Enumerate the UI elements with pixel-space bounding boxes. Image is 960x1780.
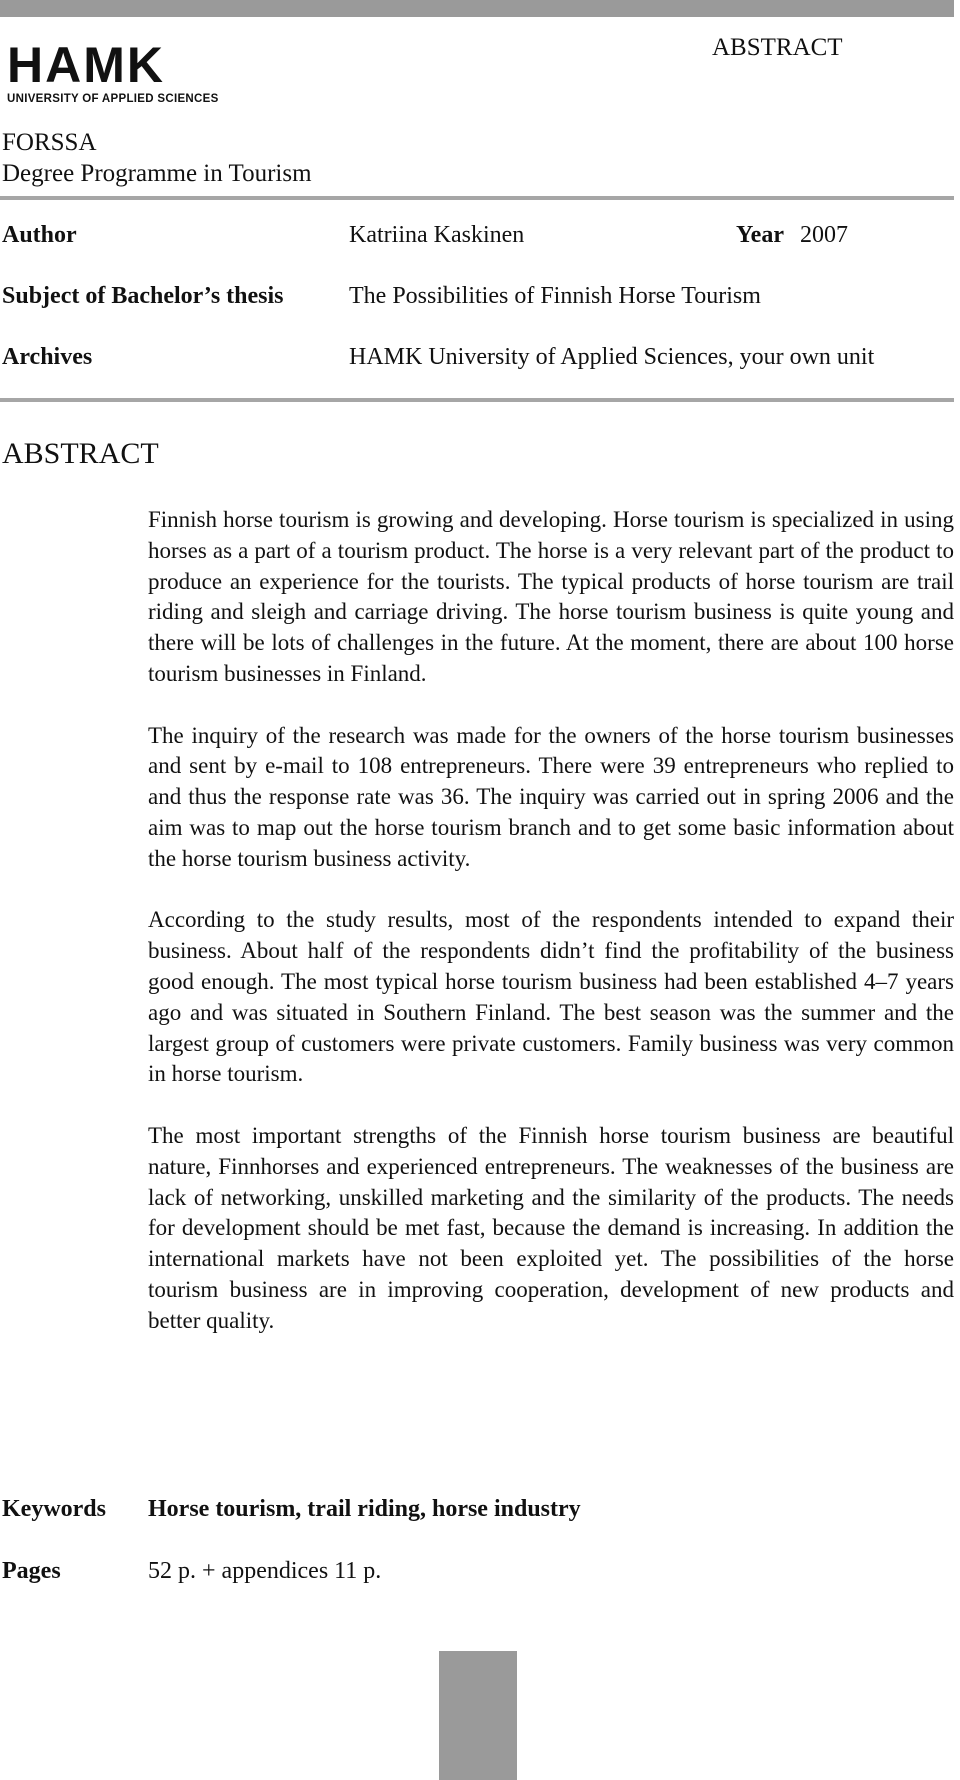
keywords-value: Horse tourism, trail riding, horse industry (148, 1496, 581, 1522)
degree-programme: Degree Programme in Tourism (2, 160, 312, 187)
unit-block (2, 127, 312, 189)
logo-subtitle: UNIVERSITY OF APPLIED SCIENCES (7, 93, 219, 105)
subject-label: Subject of Bachelor’s thesis (2, 283, 284, 309)
logo-wordmark: HAMK (7, 37, 165, 93)
keywords-label: Keywords (2, 1496, 106, 1522)
archives-value: HAMK University of Applied Sciences, your own unit (349, 344, 875, 370)
author-label: Author (2, 222, 77, 248)
year-label: Year (736, 222, 784, 248)
archives-label: Archives (2, 344, 93, 370)
abstract-heading: ABSTRACT (2, 437, 159, 470)
campus-name: FORSSA (2, 129, 97, 156)
hamk-logo (7, 37, 219, 106)
abstract-paragraph-2: The inquiry of the research was made for the owners of the horse tourism businesses and sent by e-mail to 108 entrepreneurs. There were 39 entrepreneurs who replied to and thus the response rate was 36. The inquiry was carried out in spring 2006 and the aim was to map out the horse tourism branch and to get some basic information about the horse tourism business activity. (148, 722, 954, 871)
year-value: 2007 (800, 222, 848, 248)
abstract-body (148, 505, 954, 1367)
top-rule (0, 0, 954, 17)
document-type-label: ABSTRACT (712, 34, 843, 61)
abstract-paragraph-4: The most important strengths of the Finnish horse tourism business are beautiful nature, Finnhorses and experienced entrepreneurs. The weaknesses of the business are lack of networking, unskilled marketing and the similarity of the products. The needs for development should be met fast, because the demand is increasing. In addition the international markets have not been exploited yet. The possibilities of the horse tourism business are in improving cooperation, development of new products and better quality. (148, 1122, 954, 1333)
subject-value: The Possibilities of Finnish Horse Tourism (349, 283, 761, 309)
pages-label: Pages (2, 1558, 61, 1584)
abstract-paragraph-3: According to the study results, most of the respondents intended to expand their business. About half of the respondents didn’t find the profitability of the business good enough. The most typical horse tourism business had been established 4–7 years ago and was situated in Southern Finland. The best season was the summer and the largest group of customers were private customers. Family business was very common in horse tourism. (148, 907, 954, 1087)
author-value: Katriina Kaskinen (349, 222, 525, 248)
page-tab-marker (439, 1651, 517, 1780)
abstract-paragraph-1: Finnish horse tourism is growing and developing. Horse tourism is specialized in using horses as a part of a tourism product. The horse is a very relevant part of the product to produce an experience for the tourists. The typical products of horse tourism are trail riding and sleigh and carriage driving. The horse tourism business is quite young and there will be lots of challenges in the future. At the moment, there are about 100 horse tourism businesses in Finland. (148, 507, 954, 686)
header-divider (0, 196, 954, 200)
pages-value: 52 p. + appendices 11 p. (148, 1558, 382, 1584)
meta-divider (0, 398, 954, 402)
